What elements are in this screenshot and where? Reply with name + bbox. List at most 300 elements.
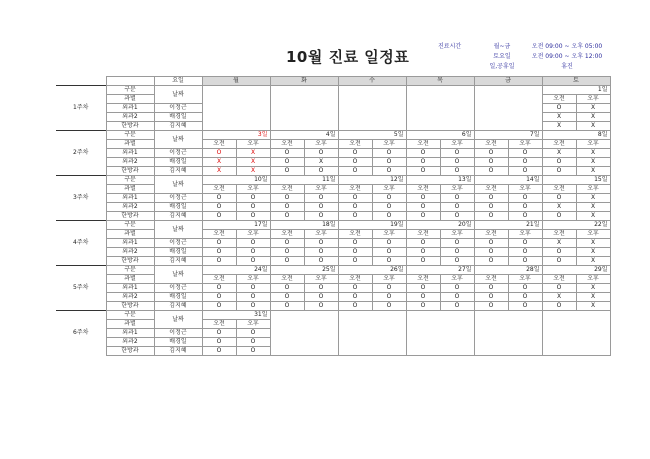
availability-mark: O (542, 248, 576, 257)
day-date: 10일 (202, 176, 270, 185)
gubun-label: 구분 (106, 131, 154, 140)
availability-mark: O (542, 257, 576, 266)
doctor-name: 김지혜 (154, 347, 202, 356)
day-date: 15일 (542, 176, 610, 185)
availability-mark: O (440, 257, 474, 266)
dept-name: 외과2 (106, 113, 154, 122)
availability-mark: X (542, 203, 576, 212)
dept-name: 한방과 (106, 347, 154, 356)
availability-mark: O (406, 284, 440, 293)
doctor-name: 배경일 (154, 293, 202, 302)
pm-label: 오후 (236, 140, 270, 149)
availability-mark: O (270, 194, 304, 203)
doctor-name: 김지혜 (154, 212, 202, 221)
availability-mark: O (338, 239, 372, 248)
day-date: 20일 (406, 221, 474, 230)
availability-mark: O (202, 284, 236, 293)
pm-label: 오후 (440, 185, 474, 194)
availability-mark: O (474, 257, 508, 266)
dept-name: 한방과 (106, 212, 154, 221)
am-label: 오전 (542, 185, 576, 194)
pm-label: 오후 (236, 275, 270, 284)
availability-mark: O (406, 149, 440, 158)
availability-mark: O (202, 248, 236, 257)
pm-label: 오후 (440, 230, 474, 239)
hours-label (438, 62, 482, 72)
dept-name: 외과1 (106, 284, 154, 293)
availability-mark: O (304, 194, 338, 203)
availability-mark: O (474, 293, 508, 302)
availability-mark: O (236, 302, 270, 311)
availability-mark: O (508, 203, 542, 212)
hours-row (438, 52, 612, 62)
empty-day (406, 86, 474, 131)
hours-time: 휴진 (561, 63, 573, 70)
availability-mark: X (236, 149, 270, 158)
am-label: 오전 (338, 140, 372, 149)
availability-mark: O (508, 194, 542, 203)
header-blank (106, 77, 154, 86)
pm-label: 오후 (236, 185, 270, 194)
availability-mark: O (508, 284, 542, 293)
doctor-name: 배경일 (154, 158, 202, 167)
empty-day (202, 86, 270, 131)
am-label: 오전 (270, 230, 304, 239)
availability-mark: X (542, 122, 576, 131)
availability-mark: O (474, 239, 508, 248)
availability-mark: O (474, 167, 508, 176)
availability-mark: O (270, 212, 304, 221)
availability-mark: O (372, 212, 406, 221)
dept-name: 외과1 (106, 194, 154, 203)
day-date: 29일 (542, 266, 610, 275)
availability-mark: O (406, 194, 440, 203)
availability-mark: O (338, 284, 372, 293)
availability-mark: O (236, 329, 270, 338)
availability-mark: O (236, 284, 270, 293)
doctor-name: 김지혜 (154, 122, 202, 131)
am-label: 오전 (542, 95, 576, 104)
day-date: 18일 (270, 221, 338, 230)
availability-mark: X (236, 167, 270, 176)
gubun-label: 구분 (106, 86, 154, 95)
am-label: 오전 (474, 230, 508, 239)
availability-mark: X (542, 149, 576, 158)
availability-mark: O (304, 239, 338, 248)
availability-mark: O (236, 212, 270, 221)
hours-row (438, 42, 612, 52)
header-day: 토 (542, 77, 610, 86)
availability-mark: O (474, 203, 508, 212)
am-label: 오전 (406, 275, 440, 284)
am-label: 오전 (202, 230, 236, 239)
availability-mark: O (304, 293, 338, 302)
availability-mark: O (236, 338, 270, 347)
doctor-name: 김지혜 (154, 257, 202, 266)
availability-mark: O (406, 302, 440, 311)
hours-day: 토요일 (493, 53, 511, 60)
pm-label: 오후 (508, 140, 542, 149)
date-label: 날짜 (154, 86, 202, 104)
hours-row (438, 62, 612, 72)
availability-mark: O (236, 257, 270, 266)
day-date: 11일 (270, 176, 338, 185)
availability-mark: X (576, 113, 610, 122)
day-date: 8일 (542, 131, 610, 140)
dept-name: 외과1 (106, 329, 154, 338)
hours-label (438, 52, 482, 62)
doctor-name: 이정근 (154, 329, 202, 338)
am-label: 오전 (270, 185, 304, 194)
pm-label: 오후 (508, 185, 542, 194)
empty-day (338, 86, 406, 131)
availability-mark: O (542, 104, 576, 113)
availability-mark: O (440, 239, 474, 248)
availability-mark: O (270, 149, 304, 158)
gubun-label: 구분 (106, 311, 154, 320)
am-label: 오전 (474, 185, 508, 194)
empty-day (270, 86, 338, 131)
availability-mark: O (304, 302, 338, 311)
date-label: 날짜 (154, 131, 202, 149)
header-day: 화 (270, 77, 338, 86)
am-label: 오전 (542, 230, 576, 239)
day-date: 28일 (474, 266, 542, 275)
week-label: 1주차 (56, 86, 106, 131)
availability-mark: X (304, 158, 338, 167)
availability-mark: O (202, 257, 236, 266)
am-label: 오전 (202, 185, 236, 194)
am-label: 오전 (202, 140, 236, 149)
dept-label: 과별 (106, 140, 154, 149)
availability-mark: O (202, 194, 236, 203)
availability-mark: O (440, 158, 474, 167)
availability-mark: O (406, 239, 440, 248)
availability-mark: O (406, 203, 440, 212)
availability-mark: O (202, 293, 236, 302)
availability-mark: X (542, 239, 576, 248)
week-label: 6주차 (56, 311, 106, 356)
am-label: 오전 (542, 140, 576, 149)
availability-mark: O (202, 302, 236, 311)
pm-label: 오후 (304, 230, 338, 239)
doctor-name: 이정근 (154, 104, 202, 113)
availability-mark: O (202, 149, 236, 158)
availability-mark: O (406, 257, 440, 266)
day-date: 25일 (270, 266, 338, 275)
gubun-label: 구분 (106, 266, 154, 275)
availability-mark: O (338, 203, 372, 212)
doctor-name: 김지혜 (154, 302, 202, 311)
day-date: 21일 (474, 221, 542, 230)
availability-mark: O (440, 284, 474, 293)
availability-mark: O (304, 203, 338, 212)
availability-mark: O (406, 167, 440, 176)
hours-day: 일,공휴일 (489, 63, 515, 70)
availability-mark: X (542, 113, 576, 122)
dept-label: 과별 (106, 275, 154, 284)
availability-mark: O (508, 248, 542, 257)
availability-mark: O (474, 149, 508, 158)
am-label: 오전 (474, 140, 508, 149)
hours-label: 진료시간 (438, 43, 462, 50)
am-label: 오전 (270, 140, 304, 149)
availability-mark: O (304, 167, 338, 176)
pm-label: 오후 (508, 275, 542, 284)
empty-day (338, 311, 406, 356)
availability-mark: O (440, 194, 474, 203)
week-label: 5주차 (56, 266, 106, 311)
pm-label: 오후 (304, 275, 338, 284)
availability-mark: O (440, 248, 474, 257)
pm-label: 오후 (372, 275, 406, 284)
dept-name: 외과2 (106, 338, 154, 347)
availability-mark: O (236, 203, 270, 212)
am-label: 오전 (338, 230, 372, 239)
am-label: 오전 (202, 275, 236, 284)
dept-name: 한방과 (106, 167, 154, 176)
am-label: 오전 (406, 185, 440, 194)
day-date: 4일 (270, 131, 338, 140)
pm-label: 오후 (576, 275, 610, 284)
availability-mark: O (270, 284, 304, 293)
hours-time: 오전 09:00 ~ 오후 05:00 (531, 43, 603, 50)
availability-mark: O (372, 167, 406, 176)
day-date: 5일 (338, 131, 406, 140)
availability-mark: O (474, 248, 508, 257)
day-date: 17일 (202, 221, 270, 230)
availability-mark: O (508, 149, 542, 158)
date-label: 날짜 (154, 176, 202, 194)
availability-mark: X (576, 212, 610, 221)
availability-mark: O (270, 203, 304, 212)
availability-mark: O (270, 248, 304, 257)
doctor-name: 배경일 (154, 248, 202, 257)
day-date: 24일 (202, 266, 270, 275)
empty-day (474, 86, 542, 131)
availability-mark: O (304, 149, 338, 158)
pm-label: 오후 (372, 140, 406, 149)
availability-mark: O (202, 212, 236, 221)
header-day: 수 (338, 77, 406, 86)
availability-mark: O (372, 248, 406, 257)
availability-mark: O (474, 158, 508, 167)
empty-day (542, 311, 610, 356)
availability-mark: O (542, 194, 576, 203)
availability-mark: X (202, 167, 236, 176)
pm-label: 오후 (576, 185, 610, 194)
availability-mark: O (338, 257, 372, 266)
availability-mark: O (542, 212, 576, 221)
header-day: 금 (474, 77, 542, 86)
availability-mark: O (304, 248, 338, 257)
availability-mark: O (372, 239, 406, 248)
pm-label: 오후 (440, 140, 474, 149)
day-date: 3일 (202, 131, 270, 140)
availability-mark: O (202, 347, 236, 356)
pm-label: 오후 (576, 95, 610, 104)
clinic-hours (438, 42, 612, 72)
availability-mark: O (304, 212, 338, 221)
availability-mark: X (576, 104, 610, 113)
availability-mark: O (406, 248, 440, 257)
availability-mark: O (338, 248, 372, 257)
availability-mark: O (270, 158, 304, 167)
am-label: 오전 (202, 320, 236, 329)
empty-day (270, 311, 338, 356)
availability-mark: X (542, 293, 576, 302)
availability-mark: O (202, 239, 236, 248)
availability-mark: O (270, 167, 304, 176)
availability-mark: X (202, 158, 236, 167)
availability-mark: X (576, 248, 610, 257)
availability-mark: O (542, 302, 576, 311)
header-day: 월 (202, 77, 270, 86)
dept-label: 과별 (106, 185, 154, 194)
date-label: 날짜 (154, 311, 202, 329)
availability-mark: O (270, 257, 304, 266)
doctor-name: 배경일 (154, 203, 202, 212)
availability-mark: O (372, 302, 406, 311)
week-label: 3주차 (56, 176, 106, 221)
pm-label: 오후 (576, 230, 610, 239)
week-label: 2주차 (56, 131, 106, 176)
availability-mark: X (576, 257, 610, 266)
availability-mark: O (270, 293, 304, 302)
availability-mark: O (372, 203, 406, 212)
availability-mark: O (372, 257, 406, 266)
availability-mark: O (440, 212, 474, 221)
availability-mark: X (236, 158, 270, 167)
availability-mark: O (338, 212, 372, 221)
dept-name: 한방과 (106, 257, 154, 266)
availability-mark: O (440, 302, 474, 311)
dept-name: 외과1 (106, 149, 154, 158)
am-label: 오전 (542, 275, 576, 284)
day-date: 7일 (474, 131, 542, 140)
availability-mark: O (542, 284, 576, 293)
availability-mark: O (508, 239, 542, 248)
date-label: 날짜 (154, 266, 202, 284)
availability-mark: X (576, 284, 610, 293)
date-label: 날짜 (154, 221, 202, 239)
availability-mark: O (372, 158, 406, 167)
availability-mark: O (508, 167, 542, 176)
blank-cell (56, 77, 106, 86)
availability-mark: X (576, 302, 610, 311)
availability-mark: O (338, 302, 372, 311)
pm-label: 오후 (236, 230, 270, 239)
hours-day: 월~금 (493, 43, 511, 50)
am-label: 오전 (406, 230, 440, 239)
availability-mark: O (440, 203, 474, 212)
availability-mark: O (406, 293, 440, 302)
day-date: 1일 (542, 86, 610, 95)
availability-mark: O (236, 347, 270, 356)
doctor-name: 배경일 (154, 113, 202, 122)
pm-label: 오후 (508, 230, 542, 239)
day-date: 12일 (338, 176, 406, 185)
pm-label: 오후 (372, 230, 406, 239)
dept-name: 외과1 (106, 104, 154, 113)
availability-mark: O (202, 203, 236, 212)
gubun-label: 구분 (106, 176, 154, 185)
availability-mark: O (508, 158, 542, 167)
availability-mark: O (372, 284, 406, 293)
availability-mark: X (576, 293, 610, 302)
pm-label: 오후 (576, 140, 610, 149)
availability-mark: O (474, 284, 508, 293)
dept-name: 외과2 (106, 248, 154, 257)
availability-mark: O (372, 194, 406, 203)
availability-mark: O (338, 194, 372, 203)
availability-mark: O (338, 293, 372, 302)
empty-day (406, 311, 474, 356)
doctor-name: 배경일 (154, 338, 202, 347)
gubun-label: 구분 (106, 221, 154, 230)
am-label: 오전 (270, 275, 304, 284)
availability-mark: O (474, 194, 508, 203)
availability-mark: O (338, 158, 372, 167)
availability-mark: O (406, 212, 440, 221)
doctor-name: 이정근 (154, 239, 202, 248)
availability-mark: O (236, 239, 270, 248)
day-date: 19일 (338, 221, 406, 230)
availability-mark: O (508, 293, 542, 302)
doctor-name: 김지혜 (154, 167, 202, 176)
am-label: 오전 (406, 140, 440, 149)
dept-name: 한방과 (106, 122, 154, 131)
availability-mark: O (236, 248, 270, 257)
availability-mark: O (508, 212, 542, 221)
pm-label: 오후 (440, 275, 474, 284)
availability-mark: O (542, 167, 576, 176)
dept-label: 과별 (106, 95, 154, 104)
availability-mark: O (338, 167, 372, 176)
availability-mark: X (576, 194, 610, 203)
availability-mark: O (372, 293, 406, 302)
availability-mark: O (270, 239, 304, 248)
day-date: 22일 (542, 221, 610, 230)
dept-name: 외과1 (106, 239, 154, 248)
availability-mark: O (202, 329, 236, 338)
availability-mark: O (270, 302, 304, 311)
day-date: 13일 (406, 176, 474, 185)
availability-mark: X (576, 149, 610, 158)
page-title: 10월 진료 일정표 (286, 48, 410, 66)
dept-name: 외과2 (106, 203, 154, 212)
availability-mark: O (440, 167, 474, 176)
dept-name: 외과2 (106, 293, 154, 302)
week-label: 4주차 (56, 221, 106, 266)
availability-mark: O (338, 149, 372, 158)
availability-mark: O (202, 338, 236, 347)
availability-mark: O (440, 149, 474, 158)
dept-name: 외과2 (106, 158, 154, 167)
day-date: 31일 (202, 311, 270, 320)
schedule-table (56, 76, 611, 356)
availability-mark: X (576, 158, 610, 167)
pm-label: 오후 (236, 320, 270, 329)
availability-mark: O (236, 194, 270, 203)
day-date: 26일 (338, 266, 406, 275)
dept-label: 과별 (106, 320, 154, 329)
availability-mark: O (474, 302, 508, 311)
availability-mark: X (576, 239, 610, 248)
availability-mark: O (508, 302, 542, 311)
pm-label: 오후 (372, 185, 406, 194)
am-label: 오전 (474, 275, 508, 284)
